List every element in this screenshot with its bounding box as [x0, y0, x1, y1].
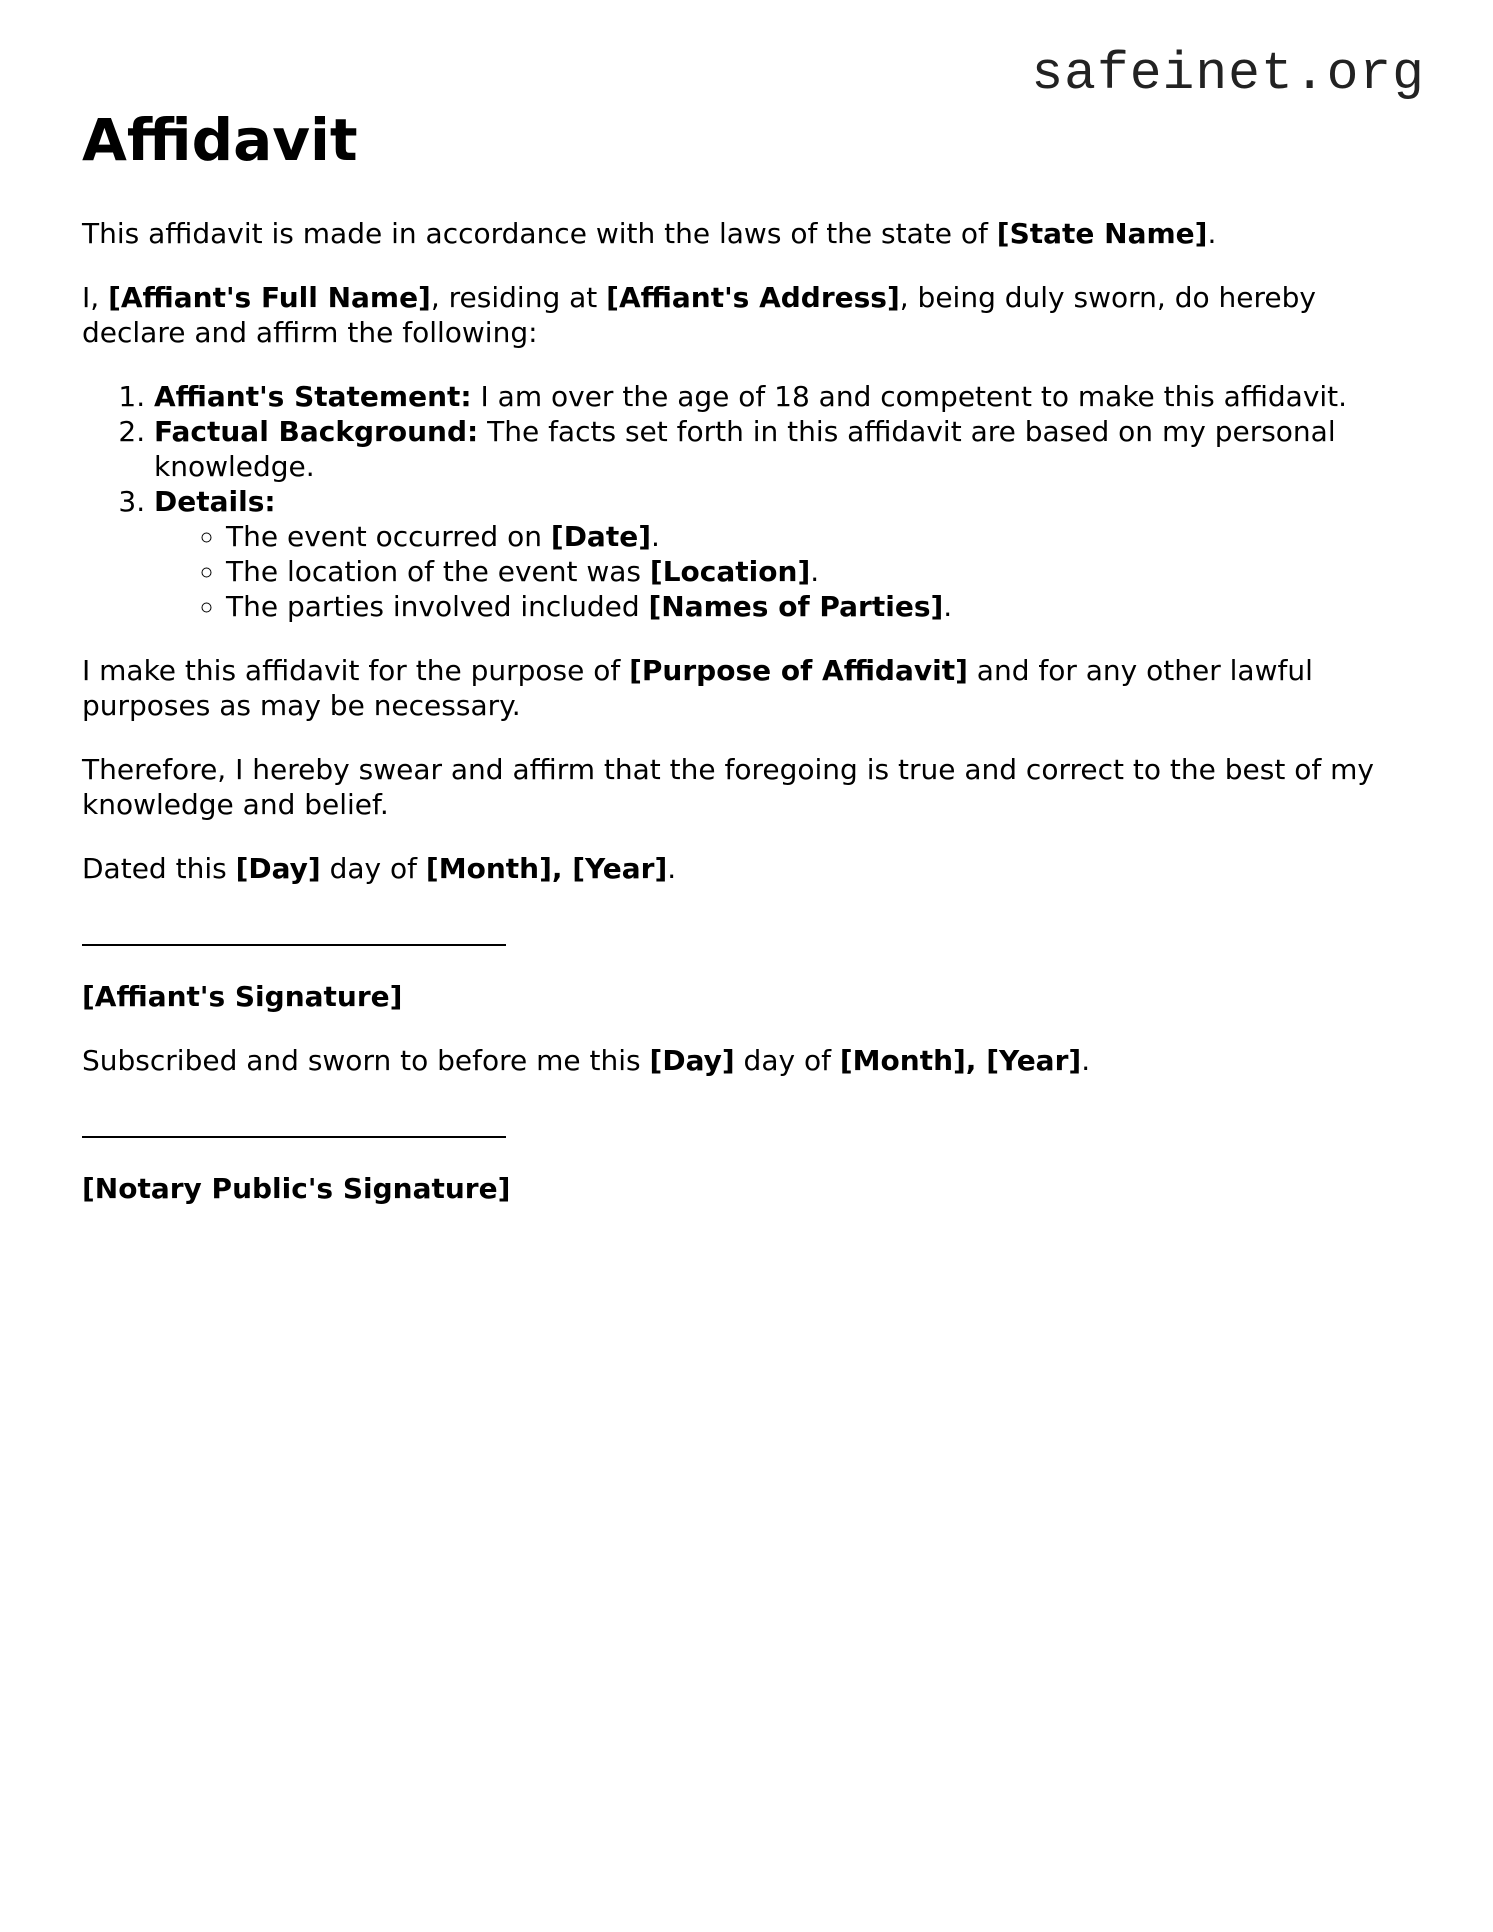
subitem-end: .	[651, 520, 660, 553]
intro-text: This affidavit is made in accordance with the laws of the state of	[82, 217, 997, 250]
intro-paragraph	[82, 216, 1422, 251]
declaration-mid: , residing at	[430, 281, 607, 314]
purpose-placeholder: [Purpose of Affidavit]	[629, 654, 968, 687]
affiant-signature-line	[82, 915, 1422, 950]
day-placeholder: [Day]	[235, 852, 321, 885]
declaration-paragraph	[82, 280, 1422, 350]
details-sublist	[154, 519, 1422, 624]
notary-signature-label	[82, 1171, 1422, 1206]
affiant-name-placeholder: [Affiant's Full Name]	[108, 281, 431, 314]
subitem-end: .	[810, 555, 820, 588]
watermark-text: safeinet.org	[1031, 44, 1425, 104]
oath-paragraph: Therefore, I hereby swear and affirm that the foregoing is true and correct to the best of my knowledge and belief.	[82, 753, 1374, 821]
affiant-signature-label	[82, 979, 1422, 1014]
month-year-placeholder: [Month], [Year]	[425, 852, 668, 885]
purpose-text: I make this affidavit for the purpose of	[82, 654, 630, 687]
list-item	[154, 379, 1422, 414]
statement-list	[82, 379, 1422, 624]
affiant-signature-text: [Affiant's Signature]	[82, 980, 403, 1013]
month-year-placeholder: [Month], [Year]	[839, 1044, 1082, 1077]
sublist-item	[226, 554, 1422, 589]
subscribed-paragraph	[82, 1043, 1422, 1078]
signature-rule	[82, 944, 506, 946]
item-text: The facts set forth in this affidavit are based on my personal knowledge.	[154, 415, 1336, 483]
parties-placeholder: [Names of Parties]	[648, 590, 944, 623]
subscribed-end: .	[1081, 1044, 1091, 1077]
dated-paragraph	[82, 851, 1422, 886]
declaration-prefix: I,	[82, 281, 109, 314]
list-item	[154, 484, 1422, 624]
subitem-end: .	[943, 590, 953, 623]
notary-signature-text: [Notary Public's Signature]	[82, 1172, 511, 1205]
sublist-item	[226, 589, 1422, 624]
affiant-address-placeholder: [Affiant's Address]	[606, 281, 900, 314]
date-placeholder: [Date]	[550, 520, 651, 553]
list-item	[154, 414, 1422, 484]
item-label: Affiant's Statement:	[154, 380, 472, 413]
subitem-text: The location of the event was	[226, 555, 650, 588]
state-placeholder: [State Name]	[996, 217, 1208, 250]
intro-end: .	[1207, 217, 1217, 250]
item-label: Factual Background:	[154, 415, 479, 448]
sublist-item	[226, 519, 1422, 554]
location-placeholder: [Location]	[649, 555, 811, 588]
subitem-text: The parties involved included	[226, 590, 649, 623]
notary-signature-line	[82, 1107, 1422, 1142]
dated-prefix: Dated this	[82, 852, 236, 885]
dated-end: .	[667, 852, 677, 885]
document-body	[82, 104, 1422, 1235]
document-title: Affidavit	[82, 106, 358, 174]
day-placeholder: [Day]	[649, 1044, 735, 1077]
dated-mid: day of	[320, 852, 426, 885]
signature-rule	[82, 1136, 506, 1138]
item-text: I am over the age of 18 and competent to make this affidavit.	[471, 380, 1348, 413]
purpose-end: and for any other lawful purposes as may be necessary.	[82, 654, 1313, 722]
subscribed-mid: day of	[734, 1044, 840, 1077]
declaration-suffix: , being duly sworn, do hereby declare and affirm the following:	[82, 281, 1316, 349]
subscribed-prefix: Subscribed and sworn to before me this	[82, 1044, 650, 1077]
subitem-text: The event occurred on	[226, 520, 551, 553]
purpose-paragraph	[82, 653, 1422, 723]
item-label: Details:	[154, 485, 276, 518]
